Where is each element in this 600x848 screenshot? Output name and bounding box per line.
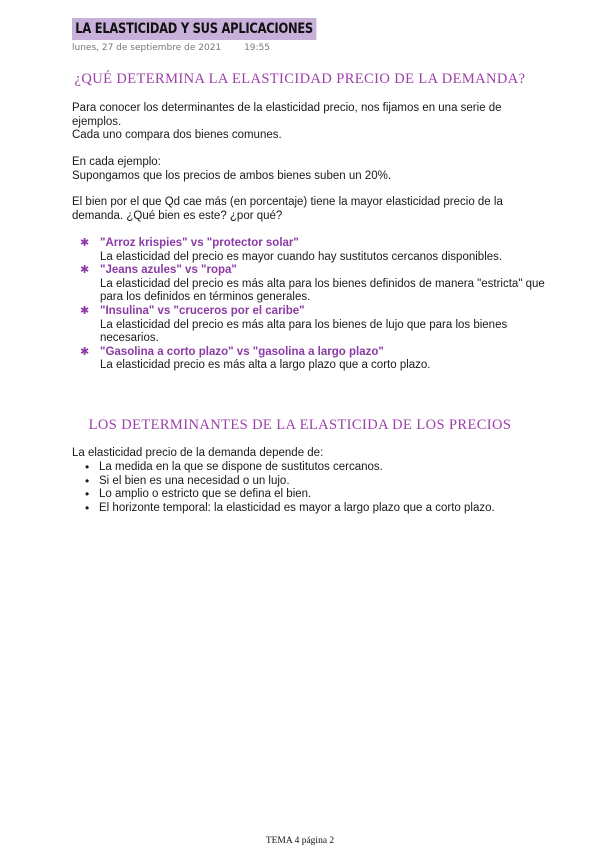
list-item: • Si el bien es una necesidad o un lujo. [72,475,552,489]
intro-line: Para conocer los determinantes de la elasticidad precio, nos fijamos en una serie de ejemplos. [72,102,502,128]
asterisk-bullet-icon: ✱ [80,304,90,317]
intro-paragraph [72,102,542,143]
example-explanation: La elasticidad del precio es más alta para los bienes de lujo que para los bienes necesarios. [100,318,508,345]
list-item [72,346,552,373]
example-explanation: La elasticidad del precio es más alta para los bienes definidos de manera "estricta" que para los definidos en términos generales. [100,277,545,304]
section-heading-price-determinants: LOS DETERMINANTES DE LA ELASTICIDA DE LOS PRECIOS [88,417,512,433]
asterisk-bullet-icon: ✱ [80,264,90,277]
list-item: • El horizonte temporal: la elasticidad es mayor a largo plazo que a corto plazo. [72,502,552,516]
note-timestamp [72,43,270,53]
example-pair: "Gasolina a corto plazo" vs "gasolina a largo plazo" [100,345,384,358]
case-line: Supongamos que los precios de ambos bienes suben un 20%. [72,169,392,182]
note-time: 19:55 [244,43,270,53]
example-explanation: La elasticidad precio es más alta a largo plazo que a corto plazo. [100,359,431,372]
page-title: LA ELASTICIDAD Y SUS APLICACIONES [72,18,316,40]
case-line: En cada ejemplo: [72,156,161,168]
list-item: • La medida en la que se dispone de sustitutos cercanos. [72,461,552,475]
example-pair: "Arroz krispies" vs "protector solar" [100,237,299,249]
question-paragraph: El bien por el que Qd cae más (en porcentaje) tiene la mayor elasticidad precio de la demanda. ¿Qué bien es este? ¿por qué? [72,196,503,222]
asterisk-bullet-icon: ✱ [80,345,90,358]
case-paragraph [72,156,542,183]
list-item [72,305,552,346]
determinants-intro: La elasticidad precio de la demanda depende de: [72,447,324,459]
examples-list [72,237,552,373]
asterisk-bullet-icon: ✱ [80,237,90,249]
section-heading-determinants-question: ¿QUÉ DETERMINA LA ELASTICIDAD PRECIO DE LA DEMANDA? [74,71,526,87]
note-date: lunes, 27 de septiembre de 2021 [72,43,222,53]
page-footer: TEMA 4 página 2 [265,836,335,846]
example-pair: "Insulina" vs "cruceros por el caribe" [100,304,305,317]
example-explanation: La elasticidad del precio es mayor cuando hay sustitutos cercanos disponibles. [100,250,503,263]
example-pair: "Jeans azules" vs "ropa" [100,264,237,277]
list-item: • Lo amplio o estricto que se defina el bien. [72,488,552,502]
intro-line: Cada uno compara dos bienes comunes. [72,129,282,142]
determinants-list [72,461,552,515]
list-item [72,237,552,264]
list-item [72,264,552,305]
